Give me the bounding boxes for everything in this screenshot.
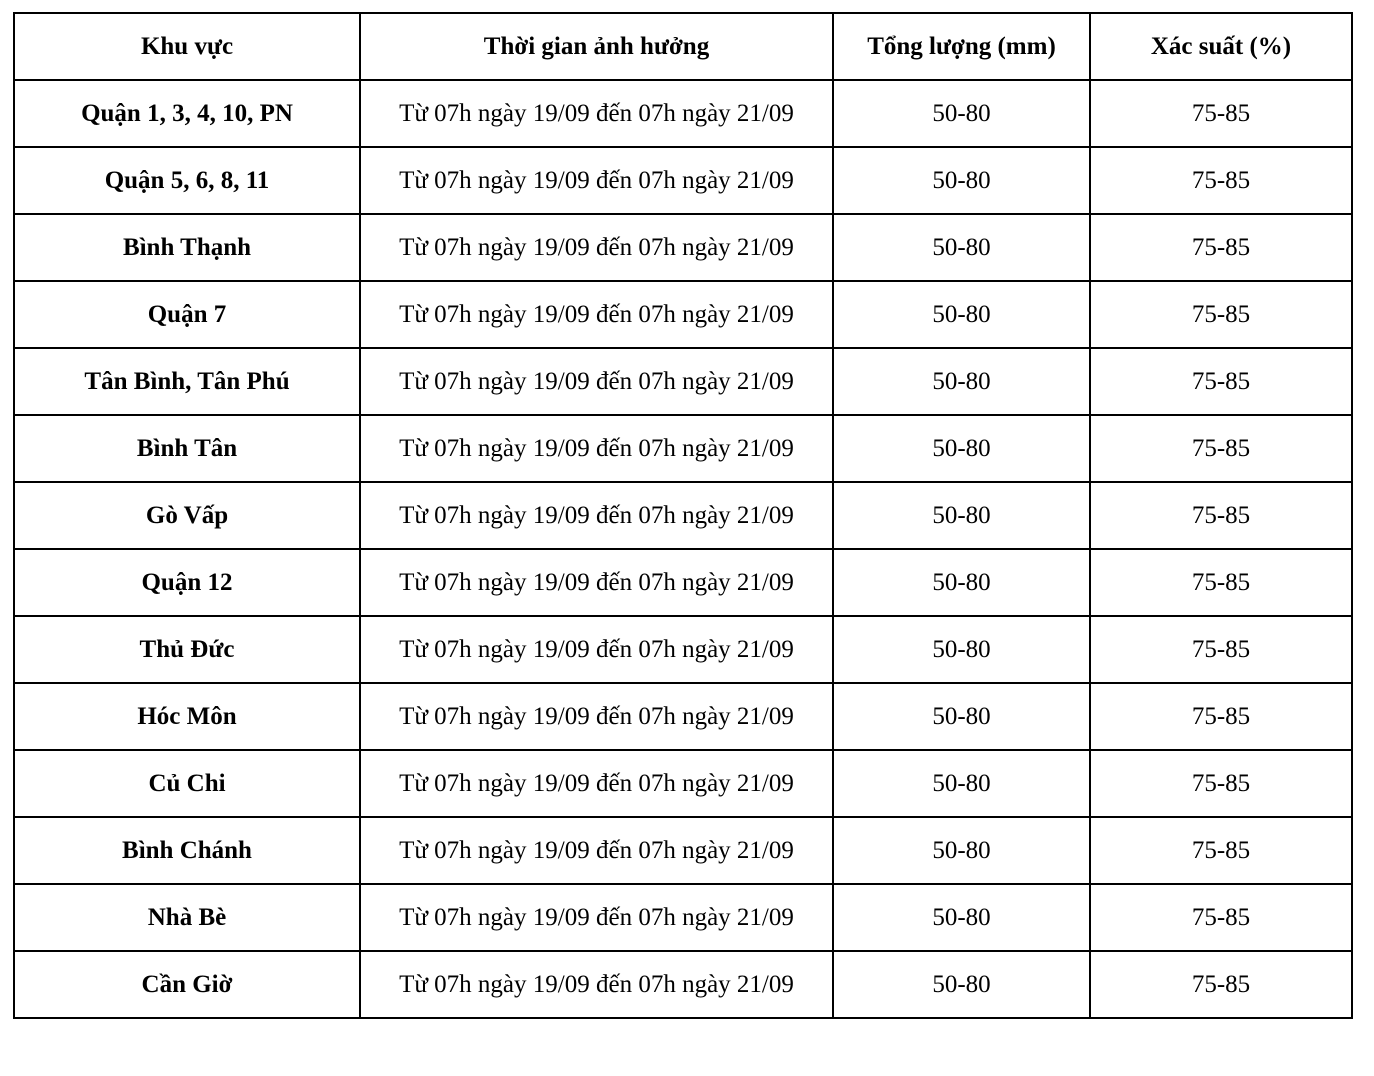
time-cell: Từ 07h ngày 19/09 đến 07h ngày 21/09 xyxy=(360,683,833,750)
area-cell: Quận 12 xyxy=(14,549,360,616)
rainfall-forecast-table xyxy=(13,12,1353,1019)
probability-cell: 75-85 xyxy=(1090,482,1352,549)
amount-cell: 50-80 xyxy=(833,80,1090,147)
amount-cell: 50-80 xyxy=(833,951,1090,1018)
table-row xyxy=(14,750,1352,817)
area-cell: Quận 1, 3, 4, 10, PN xyxy=(14,80,360,147)
amount-cell: 50-80 xyxy=(833,750,1090,817)
time-cell: Từ 07h ngày 19/09 đến 07h ngày 21/09 xyxy=(360,817,833,884)
area-cell: Thủ Đức xyxy=(14,616,360,683)
time-cell: Từ 07h ngày 19/09 đến 07h ngày 21/09 xyxy=(360,549,833,616)
probability-cell: 75-85 xyxy=(1090,817,1352,884)
amount-cell: 50-80 xyxy=(833,884,1090,951)
probability-cell: 75-85 xyxy=(1090,80,1352,147)
table-row xyxy=(14,884,1352,951)
table-row xyxy=(14,482,1352,549)
time-cell: Từ 07h ngày 19/09 đến 07h ngày 21/09 xyxy=(360,415,833,482)
probability-cell: 75-85 xyxy=(1090,348,1352,415)
amount-cell: 50-80 xyxy=(833,147,1090,214)
area-cell: Hóc Môn xyxy=(14,683,360,750)
time-cell: Từ 07h ngày 19/09 đến 07h ngày 21/09 xyxy=(360,616,833,683)
probability-cell: 75-85 xyxy=(1090,683,1352,750)
probability-cell: 75-85 xyxy=(1090,549,1352,616)
probability-cell: 75-85 xyxy=(1090,616,1352,683)
area-cell: Nhà Bè xyxy=(14,884,360,951)
probability-cell: 75-85 xyxy=(1090,951,1352,1018)
table-row xyxy=(14,549,1352,616)
table-row xyxy=(14,817,1352,884)
area-cell: Bình Chánh xyxy=(14,817,360,884)
header-probability: Xác suất (%) xyxy=(1090,13,1352,80)
probability-cell: 75-85 xyxy=(1090,750,1352,817)
table-row xyxy=(14,415,1352,482)
area-cell: Bình Tân xyxy=(14,415,360,482)
header-amount: Tổng lượng (mm) xyxy=(833,13,1090,80)
probability-cell: 75-85 xyxy=(1090,147,1352,214)
time-cell: Từ 07h ngày 19/09 đến 07h ngày 21/09 xyxy=(360,750,833,817)
amount-cell: 50-80 xyxy=(833,348,1090,415)
probability-cell: 75-85 xyxy=(1090,415,1352,482)
time-cell: Từ 07h ngày 19/09 đến 07h ngày 21/09 xyxy=(360,482,833,549)
amount-cell: 50-80 xyxy=(833,616,1090,683)
area-cell: Cần Giờ xyxy=(14,951,360,1018)
amount-cell: 50-80 xyxy=(833,683,1090,750)
probability-cell: 75-85 xyxy=(1090,281,1352,348)
time-cell: Từ 07h ngày 19/09 đến 07h ngày 21/09 xyxy=(360,80,833,147)
area-cell: Quận 5, 6, 8, 11 xyxy=(14,147,360,214)
table-row xyxy=(14,147,1352,214)
table-row xyxy=(14,281,1352,348)
table-body xyxy=(14,80,1352,1018)
amount-cell: 50-80 xyxy=(833,415,1090,482)
table-header-row xyxy=(14,13,1352,80)
probability-cell: 75-85 xyxy=(1090,884,1352,951)
table-row xyxy=(14,348,1352,415)
amount-cell: 50-80 xyxy=(833,281,1090,348)
amount-cell: 50-80 xyxy=(833,214,1090,281)
table-row xyxy=(14,616,1352,683)
area-cell: Tân Bình, Tân Phú xyxy=(14,348,360,415)
header-time: Thời gian ảnh hưởng xyxy=(360,13,833,80)
table-row xyxy=(14,214,1352,281)
time-cell: Từ 07h ngày 19/09 đến 07h ngày 21/09 xyxy=(360,348,833,415)
area-cell: Củ Chi xyxy=(14,750,360,817)
table-row xyxy=(14,80,1352,147)
time-cell: Từ 07h ngày 19/09 đến 07h ngày 21/09 xyxy=(360,214,833,281)
amount-cell: 50-80 xyxy=(833,549,1090,616)
area-cell: Gò Vấp xyxy=(14,482,360,549)
amount-cell: 50-80 xyxy=(833,482,1090,549)
time-cell: Từ 07h ngày 19/09 đến 07h ngày 21/09 xyxy=(360,281,833,348)
area-cell: Quận 7 xyxy=(14,281,360,348)
table-row xyxy=(14,951,1352,1018)
table-row xyxy=(14,683,1352,750)
time-cell: Từ 07h ngày 19/09 đến 07h ngày 21/09 xyxy=(360,147,833,214)
area-cell: Bình Thạnh xyxy=(14,214,360,281)
probability-cell: 75-85 xyxy=(1090,214,1352,281)
time-cell: Từ 07h ngày 19/09 đến 07h ngày 21/09 xyxy=(360,951,833,1018)
header-area: Khu vực xyxy=(14,13,360,80)
time-cell: Từ 07h ngày 19/09 đến 07h ngày 21/09 xyxy=(360,884,833,951)
amount-cell: 50-80 xyxy=(833,817,1090,884)
